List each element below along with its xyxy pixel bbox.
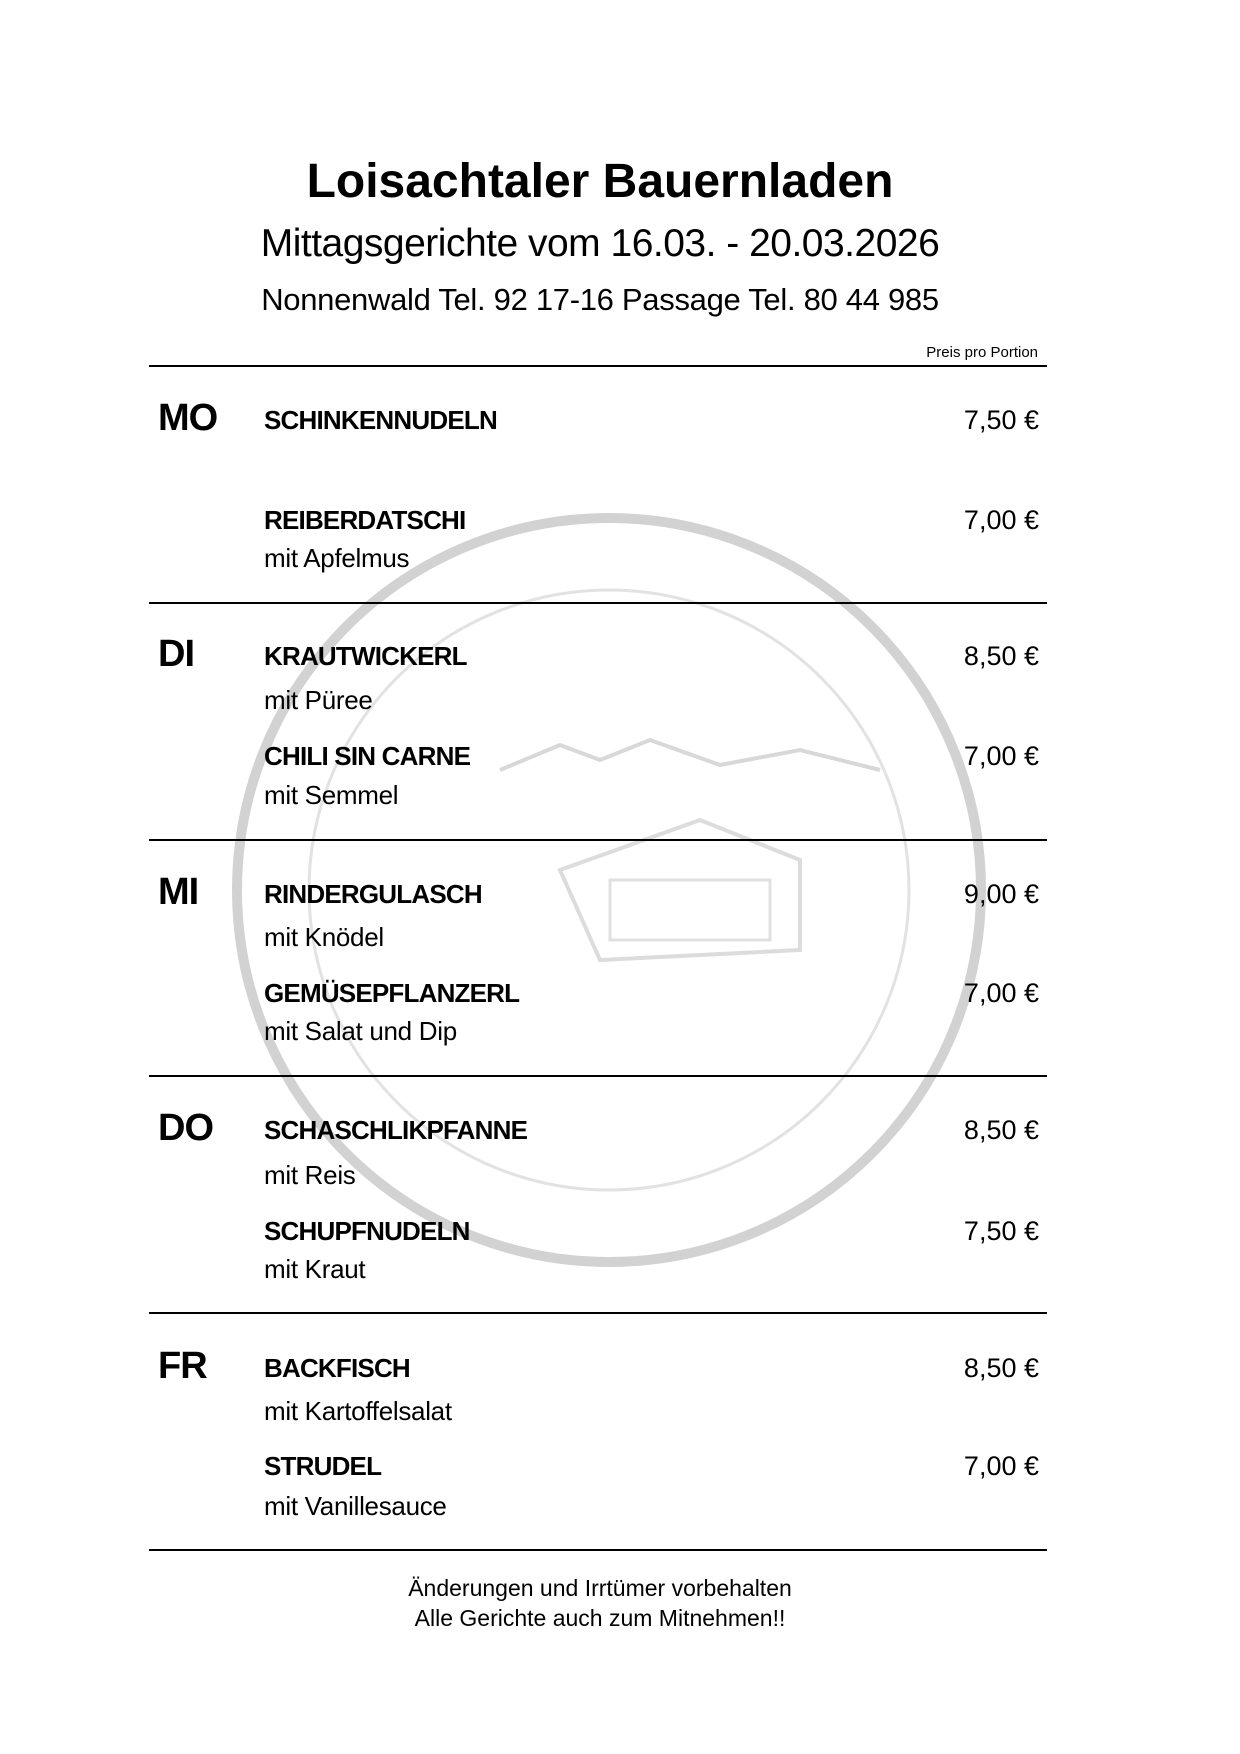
- dish-name: SCHUPFNUDELN: [264, 1216, 470, 1246]
- dish-name: SCHASCHLIKPFANNE: [264, 1115, 528, 1145]
- dish-price: 8,50 €: [963, 1114, 1039, 1145]
- dish-side: mit Salat und Dip: [264, 1016, 457, 1046]
- dish-price: 7,00 €: [963, 1450, 1039, 1481]
- dish-price: 8,50 €: [963, 1352, 1039, 1383]
- divider: [149, 1312, 1047, 1314]
- dish-side: mit Püree: [264, 685, 373, 715]
- dish-price: 7,50 €: [963, 1215, 1039, 1246]
- dish-name: KRAUTWICKERL: [264, 641, 467, 671]
- divider: [149, 1549, 1047, 1551]
- dish-side: mit Reis: [264, 1160, 356, 1190]
- dish-name: CHILI SIN CARNE: [264, 741, 471, 771]
- day-label: MO: [158, 397, 218, 439]
- divider: [149, 1075, 1047, 1077]
- price-note: Preis pro Portion: [926, 344, 1038, 361]
- dish-price: 7,00 €: [963, 504, 1039, 535]
- divider: [149, 839, 1047, 841]
- day-label: DI: [158, 633, 194, 675]
- day-label: MI: [158, 871, 199, 913]
- dish-side: mit Kartoffelsalat: [264, 1396, 452, 1426]
- dish-side: mit Semmel: [264, 780, 399, 810]
- dish-side: mit Vanillesauce: [264, 1491, 447, 1521]
- dish-name: GEMÜSEPFLANZERL: [264, 978, 520, 1008]
- dish-side: mit Knödel: [264, 922, 384, 952]
- footer-takeaway-note: Alle Gerichte auch zum Mitnehmen!!: [414, 1605, 786, 1631]
- page-title: Loisachtaler Bauernladen: [306, 155, 894, 208]
- divider: [149, 602, 1047, 604]
- dish-price: 7,00 €: [963, 740, 1039, 771]
- dish-price: 7,50 €: [963, 404, 1039, 435]
- dish-side: mit Apfelmus: [264, 543, 410, 573]
- dish-name: STRUDEL: [264, 1451, 382, 1481]
- dish-price: 9,00 €: [963, 878, 1039, 909]
- dish-name: RINDERGULASCH: [264, 879, 482, 909]
- dish-name: REIBERDATSCHI: [264, 505, 466, 535]
- dish-price: 7,00 €: [963, 977, 1039, 1008]
- menu-week-subtitle: Mittagsgerichte vom 16.03. - 20.03.2026: [260, 222, 940, 265]
- dish-price: 8,50 €: [963, 640, 1039, 671]
- footer-disclaimer: Änderungen und Irrtümer vorbehalten: [408, 1575, 792, 1601]
- dish-side: mit Kraut: [264, 1254, 366, 1284]
- phone-numbers: Nonnenwald Tel. 92 17-16 Passage Tel. 80 44 985: [261, 282, 939, 317]
- dish-name: BACKFISCH: [264, 1353, 410, 1383]
- day-label: FR: [158, 1345, 207, 1387]
- day-label: DO: [158, 1107, 213, 1149]
- dish-name: SCHINKENNUDELN: [264, 405, 497, 435]
- divider: [149, 365, 1047, 367]
